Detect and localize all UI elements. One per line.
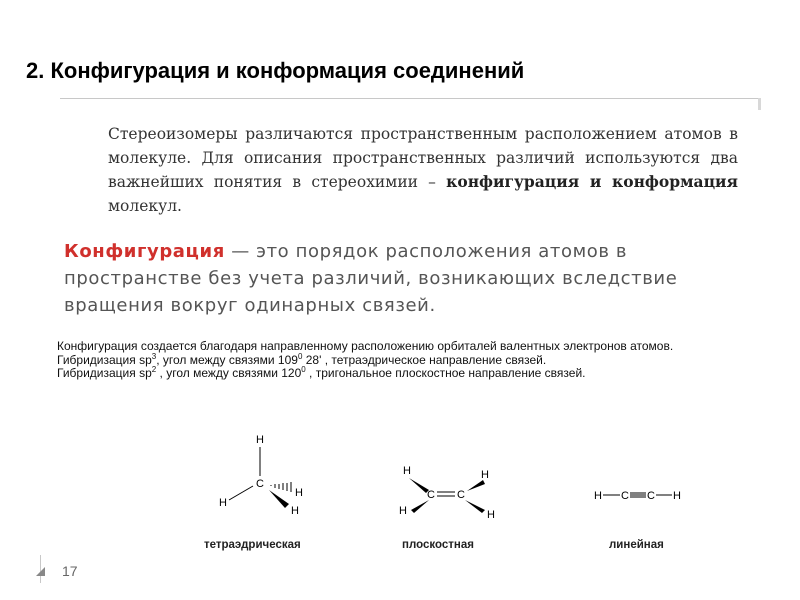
intro-bold-terms: конфигурация и конформация	[446, 172, 738, 191]
page-number: 17	[62, 563, 78, 579]
atom-h-tr: H	[481, 469, 489, 481]
body-line-2: Гибридизация $sp^3$, угол между связями $109^0$ 28' , тетраэдрическое направление связей.	[57, 351, 547, 367]
intro-paragraph	[108, 122, 738, 218]
atom-h-tl: H	[403, 465, 411, 477]
atom-c2: C	[457, 489, 465, 501]
atom-h-front: H	[291, 505, 299, 517]
tetrahedral-structure	[205, 428, 325, 528]
intro-text: Стереоизомеры различаются пространственным расположением атомов в молекуле. Для описания пространственных различий используются два важнейших понятия в стереохимии –	[108, 125, 738, 191]
atom-c-r: C	[647, 490, 655, 502]
wedge-br	[465, 500, 485, 513]
hybridization-text	[57, 340, 747, 381]
atom-h-br: H	[487, 509, 495, 521]
wedge-bond	[269, 490, 289, 508]
title-divider	[60, 98, 760, 99]
body-line-1: Конфигурация создается благодаря направленному расположению орбиталей валентных электронов атомов.	[57, 339, 674, 353]
atom-h-bl: H	[399, 505, 407, 517]
wedge-tl	[409, 478, 429, 493]
planar-structure	[395, 460, 515, 530]
linear-structure	[590, 485, 700, 505]
caption-linear: линейная	[609, 539, 664, 551]
definition-term: Конфигурация	[64, 241, 225, 262]
title-divider-end	[758, 98, 761, 110]
atom-h-l: H	[594, 490, 602, 502]
caption-tetrahedral: тетраэдрическая	[204, 539, 301, 551]
atom-h-r: H	[673, 490, 681, 502]
atom-h-right: H	[295, 487, 303, 499]
atom-c-l: C	[621, 490, 629, 502]
slide-title: 2. Конфигурация и конформация соединений	[26, 58, 525, 83]
atom-h-left: H	[219, 497, 227, 509]
wedge-bl	[411, 500, 429, 513]
definition-text: — это порядок расположения атомов в пространстве без учета различий, возникающих вследствие вращения вокруг одинарных связей.	[64, 241, 678, 316]
body-line-3: Гибридизация $sp^2$ , угол между связями $120^0$ , тригональное плоскостное направление связей.	[57, 365, 586, 380]
hashed-bond	[271, 482, 291, 492]
definition-paragraph	[64, 238, 744, 319]
atom-h-top: H	[256, 434, 264, 446]
footer-triangle-icon	[36, 567, 45, 576]
intro-end: молекул.	[108, 197, 182, 215]
caption-planar: плоскостная	[402, 539, 474, 551]
wedge-tr	[467, 480, 485, 491]
atom-c: C	[256, 478, 264, 490]
atom-c1: C	[427, 489, 435, 501]
